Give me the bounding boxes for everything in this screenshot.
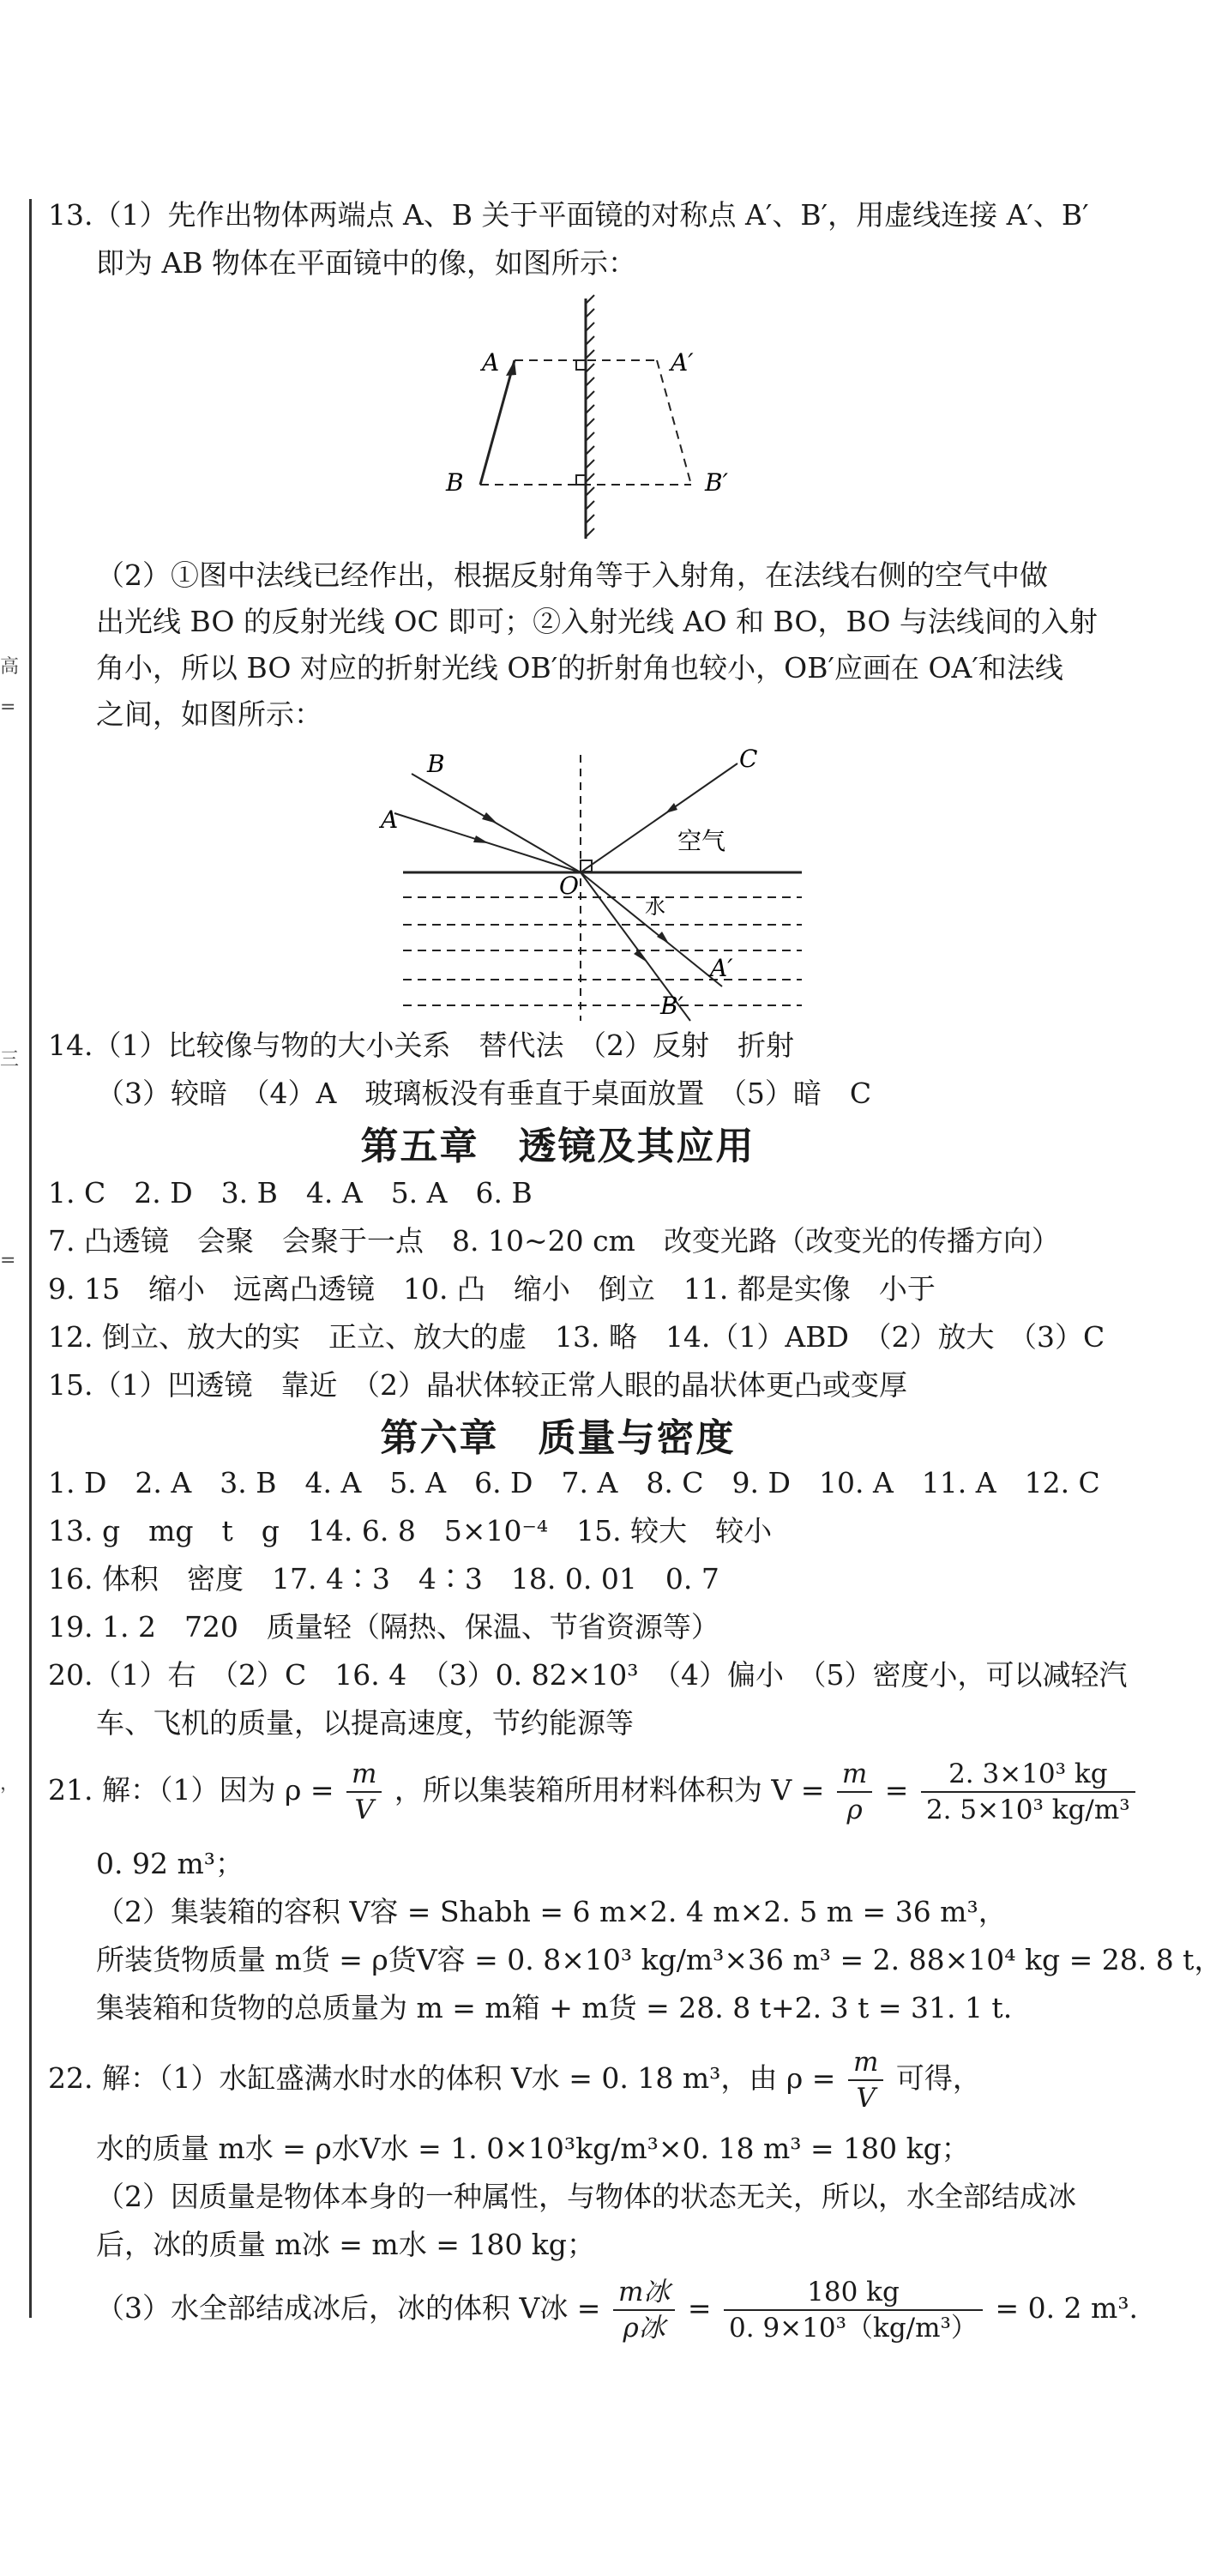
q22-line2: 水的质量 m水 = ρ水V水 = 1. 0×10³kg/m³×0. 18 m³ = 180 kg； xyxy=(96,2132,970,2165)
chapter5-title: 第五章 透镜及其应用 xyxy=(360,1125,755,1168)
frac-den: ρ xyxy=(846,1795,863,1825)
equals: = xyxy=(884,1773,909,1807)
ch6-line: 13. g mg t g 14. 6. 8 5×10⁻⁴ 15. 较大 较小 xyxy=(48,1514,773,1547)
fraction-m-over-v xyxy=(848,2045,883,2115)
q14-line1: 14.（1）比较像与物的大小关系 替代法 （2）反射 折射 xyxy=(48,1029,794,1062)
q22-line3: （2）因质量是物体本身的一种属性，与物体的状态无关，所以，水全部结成冰 xyxy=(96,2180,1076,2213)
label-a-prime: A′ xyxy=(710,954,733,982)
q21-line1 xyxy=(48,1750,1139,1831)
label-b-prime: B′ xyxy=(705,468,728,497)
ch5-line: 7. 凸透镜 会聚 会聚于一点 8. 10~20 cm 改变光路（改变光的传播方向） xyxy=(48,1224,1060,1258)
label-air: 空气 xyxy=(677,827,726,855)
frac-num: 2. 3×10³ kg xyxy=(921,1757,1135,1793)
q21-result: 0. 92 m³； xyxy=(96,1847,244,1880)
label-water: 水 xyxy=(645,895,665,919)
mirror-figure xyxy=(429,292,772,549)
fraction-m-over-rho xyxy=(837,1757,872,1827)
ch5-line: 9. 15 缩小 远离凸透镜 10. 凸 缩小 倒立 11. 都是实像 小于 xyxy=(48,1272,936,1306)
q22-line5-lead: （3）水全部结成冰后，冰的体积 V冰 = xyxy=(96,2291,601,2325)
frac-den: 0. 9×10³（kg/m³） xyxy=(729,2313,978,2344)
ch5-line: 1. C 2. D 3. B 4. A 5. A 6. B xyxy=(48,1176,533,1210)
frac-den: 2. 5×10³ kg/m³ xyxy=(925,1795,1130,1825)
ch6-line: 16. 体积 密度 17. 4∶3 4∶3 18. 0. 01 0. 7 xyxy=(48,1562,719,1596)
q21-line2: （2）集装箱的容积 V容 = Shabh = 6 m×2. 4 m×2. 5 m = 36 m³， xyxy=(96,1895,1007,1928)
chapter6-title: 第六章 质量与密度 xyxy=(380,1416,736,1460)
refraction-figure xyxy=(369,738,815,1029)
edge-fragment: ， xyxy=(0,1773,20,1795)
frac-num: 180 kg xyxy=(724,2275,983,2311)
q13-p1-line1: 13.（1）先作出物体两端点 A、B 关于平面镜的对称点 A′、B′，用虚线连接 A′、B′ xyxy=(48,198,1089,232)
q22-line1 xyxy=(48,2038,981,2119)
label-b: B xyxy=(427,750,445,778)
fraction-m-over-v xyxy=(346,1757,382,1827)
margin-line xyxy=(29,199,32,2318)
label-b-prime: B′ xyxy=(660,992,683,1020)
frac-num: m冰 xyxy=(613,2275,675,2311)
ch6-line: 19. 1. 2 720 质量轻（隔热、保温、节省资源等） xyxy=(48,1610,719,1644)
frac-num: m xyxy=(837,1757,872,1793)
q13-p2-line3: 角小，所以 BO 对应的折射光线 OB′的折射角也较小，OB′应画在 OA′和法线 xyxy=(96,651,1063,685)
q13-p2-line1: （2）①图中法线已经作出，根据反射角等于入射角，在法线右侧的空气中做 xyxy=(96,558,1048,592)
fraction-volume-value xyxy=(921,1757,1135,1827)
ch6-line: 20.（1）右 （2）C 16. 4 （3）0. 82×10³ （4）偏小 （5）密度小，可以减轻汽 xyxy=(48,1658,1128,1692)
label-a: A xyxy=(381,805,399,834)
edge-fragment: 高 xyxy=(0,656,20,678)
fraction-ice-volume-value xyxy=(724,2275,983,2345)
q13-p2-line4: 之间，如图所示： xyxy=(96,697,322,731)
frac-den: ρ冰 xyxy=(623,2313,665,2344)
frac-den: V xyxy=(354,1795,374,1825)
edge-fragment: 三 xyxy=(0,1049,20,1071)
q14-line2: （3）较暗 （4）A 玻璃板没有垂直于桌面放置 （5）暗 C xyxy=(96,1077,872,1110)
q22-lead-tail: 可得， xyxy=(895,2061,981,2095)
frac-num: m xyxy=(848,2045,883,2081)
frac-num: m xyxy=(346,1757,382,1793)
label-a: A xyxy=(482,348,500,377)
q13-p1-line2: 即为 AB 物体在平面镜中的像，如图所示： xyxy=(96,246,637,280)
q21-lead: 21. 解：（1）因为 ρ = xyxy=(48,1773,334,1807)
ch5-line: 15.（1）凹透镜 靠近 （2）晶状体较正常人眼的晶状体更凸或变厚 xyxy=(48,1368,907,1402)
q22-line4: 后，冰的质量 m冰 = m水 = 180 kg； xyxy=(96,2228,595,2261)
q21-line3: 所装货物质量 m货 = ρ货V容 = 0. 8×10³ kg/m³×36 m³ = 2. 88×10⁴ kg = 28. 8 t， xyxy=(96,1943,1222,1976)
edge-fragment: = xyxy=(0,1250,16,1271)
ch6-line: 车、飞机的质量，以提高速度，节约能源等 xyxy=(96,1706,634,1740)
q13-p2-line2: 出光线 BO 的反射光线 OC 即可；②入射光线 AO 和 BO，BO 与法线间的入射 xyxy=(96,605,1098,638)
fraction-m-ice-over-rho-ice xyxy=(613,2275,675,2345)
label-b: B xyxy=(446,468,464,497)
q22-line5-tail: = 0. 2 m³. xyxy=(995,2291,1139,2325)
equals: = xyxy=(687,2291,712,2325)
label-c: C xyxy=(739,745,758,773)
q21-mid: ，所以集装箱所用材料体积为 V = xyxy=(394,1773,825,1807)
ch6-line: 1. D 2. A 3. B 4. A 5. A 6. D 7. A 8. C 9. D 10. A 11. A 12. C xyxy=(48,1466,1100,1499)
q22-line5 xyxy=(96,2268,1138,2349)
frac-den: V xyxy=(856,2083,876,2114)
label-a-prime: A′ xyxy=(671,348,694,377)
label-o: O xyxy=(559,872,579,900)
q22-lead: 22. 解：（1）水缸盛满水时水的体积 V水 = 0. 18 m³，由 ρ = xyxy=(48,2061,836,2095)
ch5-line: 12. 倒立、放大的实 正立、放大的虚 13. 略 14.（1）ABD （2）放大 （3）C xyxy=(48,1320,1105,1354)
q21-line4: 集装箱和货物的总质量为 m = m箱 + m货 = 28. 8 t+2. 3 t = 31. 1 t. xyxy=(96,1991,1013,2024)
edge-fragment: = xyxy=(0,697,16,718)
